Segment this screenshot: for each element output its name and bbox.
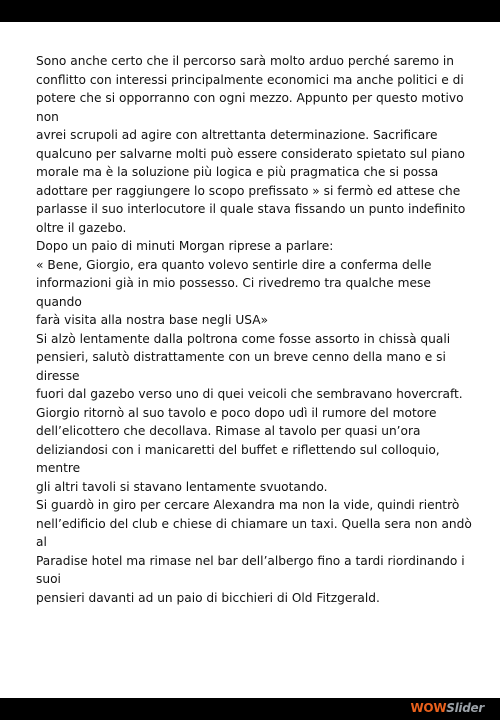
paragraph: Giorgio ritornò al suo tavolo e poco dopo udì il rumore del motore dell’elicottero che decollava. Rimase al tavolo per quasi un’ora deliziandosi con i manicaretti del buffet e riflettendo sul colloquio, mentre gli altri tavoli si stavano lentamente svuotando. — [36, 405, 440, 494]
document-page — [0, 22, 500, 698]
wowslider-watermark-logo — [411, 699, 485, 717]
paragraph: Si alzò lentamente dalla poltrona come fosse assorto in chissà quali pensieri, salutò distrattamente con un breve cenno della mano e si diresse fuori dal gazebo verso uno di quei veicoli che sembravano hovercraft. — [36, 331, 463, 401]
watermark-part-2: Slider — [446, 701, 484, 715]
paragraph: Sono anche certo che il percorso sarà molto arduo perché saremo in conflitto con interessi principalmente economici ma anche politici e di potere che si opporranno con ogni mezzo. Appunto per questo motivo non avrei scrupoli ad agire con altrettanta determinazione. Sacrificare qualcuno per salvarne molti può essere considerato spietato sul piano morale ma è la soluzione più logica e più pragmatica che si possa adottare per raggiungere lo scopo prefissato » si fermò ed attese che parlasse il suo interlocutore il quale stava fissando un punto indefinito oltre il gazebo. — [36, 54, 466, 235]
body-text — [36, 52, 476, 607]
paragraph: « Bene, Giorgio, era quanto volevo sentirle dire a conferma delle informazioni già in mio possesso. Ci rivedremo tra qualche mese quando farà visita alla nostra base negli USA» — [36, 257, 432, 327]
watermark-part-1: WOW — [410, 701, 447, 715]
paragraph: Si guardò in giro per cercare Alexandra ma non la vide, quindi rientrò nell’edificio del club e chiese di chiamare un taxi. Quella sera non andò al Paradise hotel ma rimase nel bar dell’albergo fino a tardi riordinando i suoi pensieri davanti ad un paio di bicchieri di Old Fitzgerald. — [36, 498, 472, 605]
paragraph: Dopo un paio di minuti Morgan riprese a parlare: — [36, 239, 334, 253]
